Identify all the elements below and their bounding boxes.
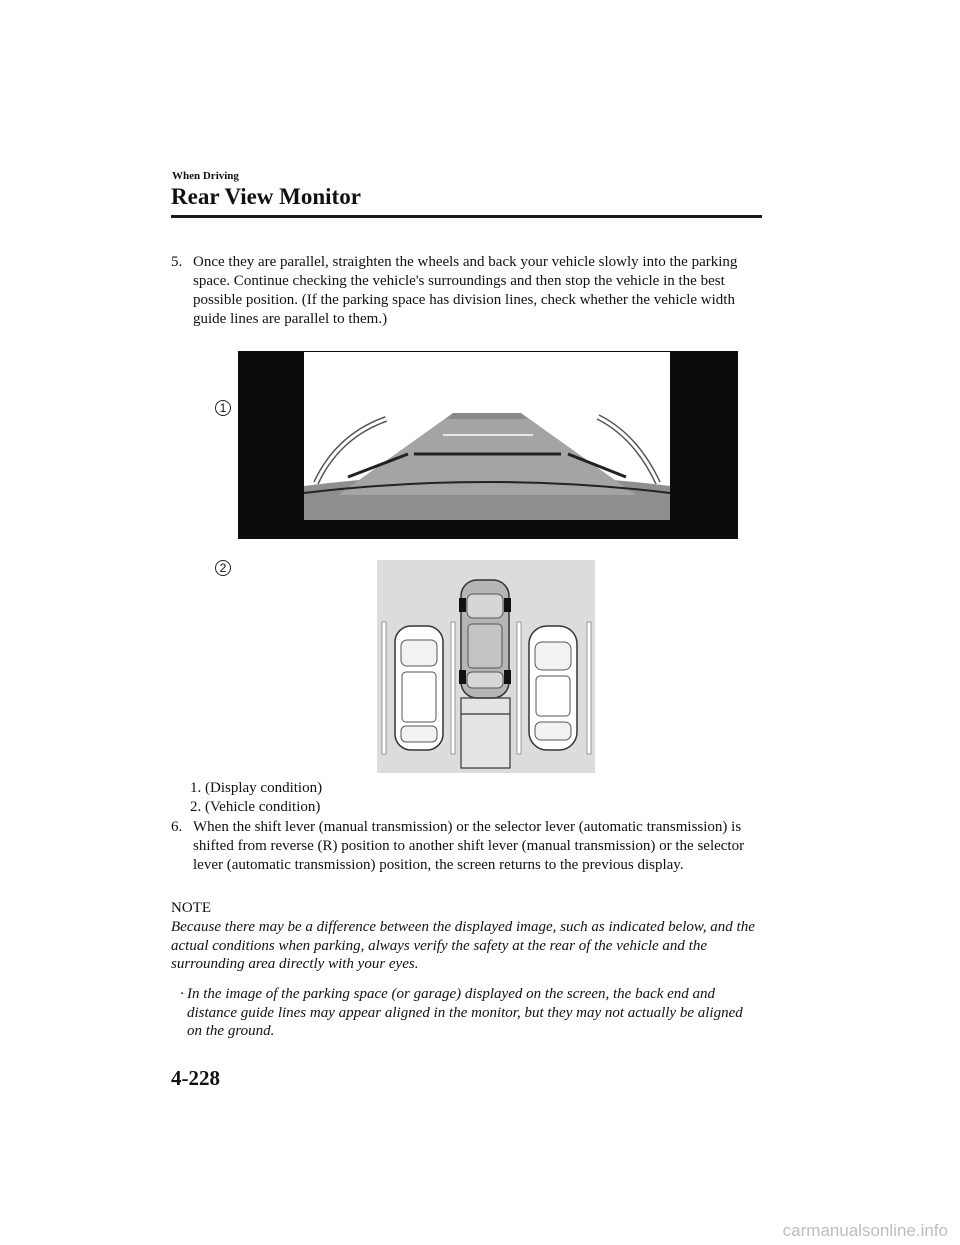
step-text: Once they are parallel, straighten the wheels and back your vehicle slowly into the parking space. Continue checking the vehicle's surroundings and then stop the vehicle in the best possible position. (If the parking space has division lines, check whether the vehicle width guide lines are parallel to them.) <box>193 254 738 327</box>
section-label: When Driving <box>172 170 239 182</box>
step-6 <box>171 818 771 875</box>
watermark: carmanualsonline.info <box>782 1221 948 1240</box>
page-number: 4-228 <box>171 1066 220 1090</box>
step-number: 6. <box>171 819 183 835</box>
reversing-car <box>459 580 511 698</box>
note-heading: NOTE <box>171 900 211 916</box>
callout-2: 2 <box>215 560 231 576</box>
division-line-4 <box>587 622 591 754</box>
page-title: Rear View Monitor <box>171 184 361 209</box>
note-bullet <box>180 985 760 1041</box>
guide-box <box>461 698 510 768</box>
division-line-1 <box>382 622 386 754</box>
parked-car-left <box>395 626 443 750</box>
vehicle-condition-figure <box>377 560 595 773</box>
bullet-dot: · <box>180 986 184 1002</box>
title-rule <box>171 215 762 218</box>
division-line-2 <box>451 622 455 754</box>
parking-space-end <box>446 413 528 419</box>
legend-item-2: 2. (Vehicle condition) <box>190 799 321 815</box>
callout-1: 1 <box>215 400 231 416</box>
step-text: When the shift lever (manual transmission) or the selector lever (automatic transmission) is shifted from reverse (R) position to another shift lever (manual transmission) or the selector lever (automatic transmission) position, the screen returns to the previous display. <box>193 819 745 873</box>
step-number: 5. <box>171 254 183 270</box>
bullet-text: In the image of the parking space (or garage) displayed on the screen, the back end and distance guide lines may appear aligned in the monitor, but they may not actually be aligned on the ground. <box>187 986 743 1039</box>
legend-item-1: 1. (Display condition) <box>190 780 323 796</box>
step-5 <box>171 253 771 329</box>
display-condition-figure <box>238 351 738 539</box>
division-line-3 <box>517 622 521 754</box>
note-text: Because there may be a difference between the displayed image, such as indicated below, and the actual conditions when parking, always verify the safety at the rear of the vehicle and the surrounding area directly with your eyes. <box>171 919 755 972</box>
parked-car-right <box>529 626 577 750</box>
